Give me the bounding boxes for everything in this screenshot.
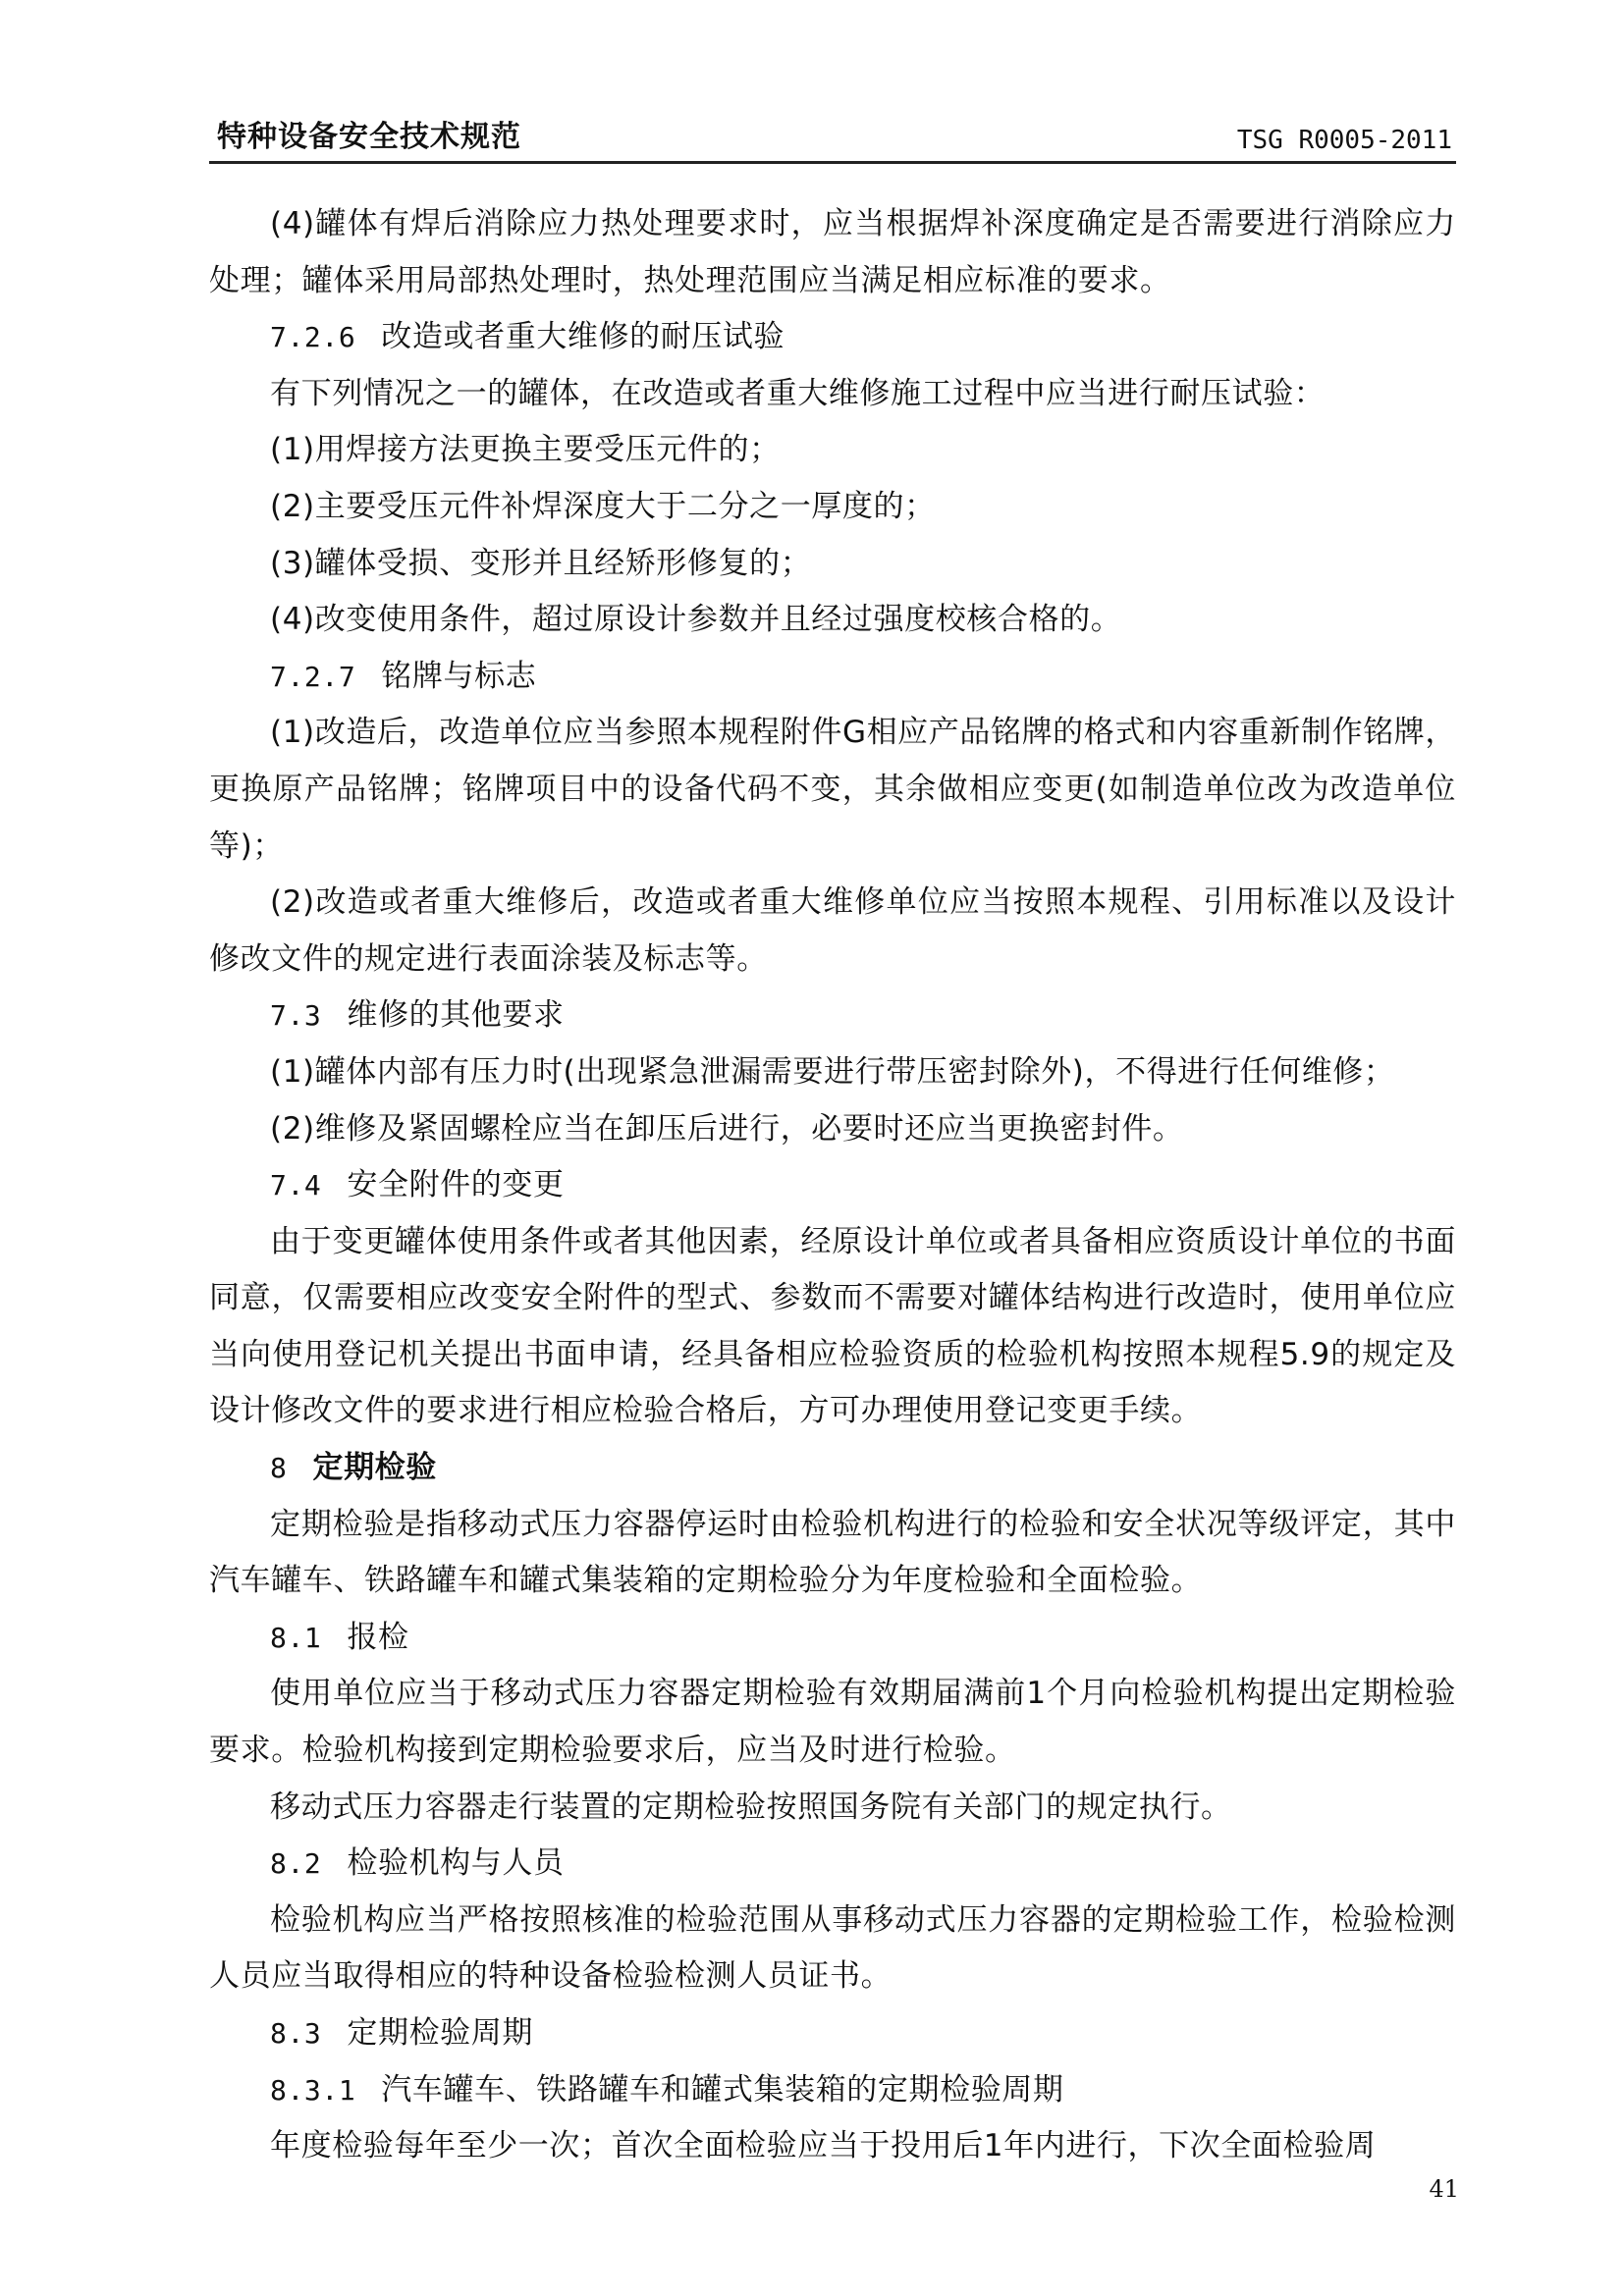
section-number: 7.4 (270, 1169, 322, 1202)
paragraph: 年度检验每年至少一次；首次全面检验应当于投用后1年内进行，下次全面检验周 (270, 2128, 1377, 2164)
section-heading-7-2-7 (209, 649, 1456, 706)
header-standard-category: 特种设备安全技术规范 (217, 120, 521, 154)
section-heading-7-3 (209, 988, 1456, 1044)
list-item: (1)用焊接方法更换主要受压元件的； (270, 432, 781, 468)
section-number: 8.3 (270, 2017, 322, 2050)
chapter-heading-8 (209, 1440, 1456, 1497)
section-heading-8-2 (209, 1836, 1456, 1893)
header-standard-code: TSG R0005-2011 (1236, 126, 1452, 155)
section-number: 7.2.7 (270, 660, 356, 693)
section-title: 铭牌与标志 (381, 658, 537, 694)
section-heading-7-2-6 (209, 309, 1456, 366)
section-title: 安全附件的变更 (347, 1167, 565, 1203)
section-number: 7.2.6 (270, 321, 356, 354)
section-title: 检验机构与人员 (347, 1845, 565, 1882)
list-item: (3)罐体受损、变形并且经矫形修复的； (270, 545, 812, 581)
section-title: 维修的其他要求 (347, 997, 565, 1034)
page-number: 41 (1429, 2175, 1459, 2203)
paragraph: 检验机构应当严格按照核准的检验范围从事移动式压力容器的定期检验工作，检验检测人员应当取得相应的特种设备检验检测人员证书。 (209, 1901, 1456, 1995)
paragraph: 有下列情况之一的罐体，在改造或者重大维修施工过程中应当进行耐压试验： (270, 375, 1326, 411)
section-title: 改造或者重大维修的耐压试验 (381, 319, 785, 355)
section-number: 8.2 (270, 1847, 322, 1881)
paragraph: 由于变更罐体使用条件或者其他因素，经原设计单位或者具备相应资质设计单位的书面同意，仅需要相应改变安全附件的型式、参数而不需要对罐体结构进行改造时，使用单位应当向使用登记机关提出书面申请，经具备相应检验资质的检验机构按照本规程5.9的规定及设计修改文件的要求进行相应检验合格后，方可办理使用登记变更手续。 (209, 1223, 1456, 1429)
page-header (209, 116, 1456, 164)
paragraph: 移动式压力容器走行装置的定期检验按照国务院有关部门的规定执行。 (270, 1789, 1232, 1825)
list-item: (1)改造后，改造单位应当参照本规程附件G相应产品铭牌的格式和内容重新制作铭牌，更换原产品铭牌；铭牌项目中的设备代码不变，其余做相应变更(如制造单位改为改造单位等)； (209, 715, 1456, 864)
section-heading-8-3-1 (209, 2062, 1456, 2119)
section-heading-8-1 (209, 1610, 1456, 1667)
paragraph: (4)罐体有焊后消除应力热处理要求时，应当根据焊补深度确定是否需要进行消除应力处理；罐体采用局部热处理时，热处理范围应当满足相应标准的要求。 (209, 206, 1456, 298)
paragraph: 定期检验是指移动式压力容器停运时由检验机构进行的检验和安全状况等级评定，其中汽车罐车、铁路罐车和罐式集装箱的定期检验分为年度检验和全面检验。 (209, 1506, 1456, 1599)
section-number: 7.3 (270, 999, 322, 1033)
list-item: (1)罐体内部有压力时(出现紧急泄漏需要进行带压密封除外)，不得进行任何维修； (270, 1053, 1395, 1090)
section-heading-8-3 (209, 2005, 1456, 2062)
document-body (209, 196, 1456, 2175)
section-title: 定期检验周期 (347, 2015, 533, 2051)
paragraph: 使用单位应当于移动式压力容器定期检验有效期届满前1个月向检验机构提出定期检验要求。检验机构接到定期检验要求后，应当及时进行检验。 (209, 1676, 1456, 1769)
list-item: (2)维修及紧固螺栓应当在卸压后进行，必要时还应当更换密封件。 (270, 1110, 1184, 1147)
section-title: 定期检验 (312, 1450, 437, 1486)
section-title: 汽车罐车、铁路罐车和罐式集装箱的定期检验周期 (381, 2071, 1064, 2108)
list-item: (4)改变使用条件，超过原设计参数并且经过强度校核合格的。 (270, 602, 1122, 638)
list-item: (2)主要受压元件补焊深度大于二分之一厚度的； (270, 488, 936, 524)
list-item: (2)改造或者重大维修后，改造或者重大维修单位应当按照本规程、引用标准以及设计修改文件的规定进行表面涂装及标志等。 (209, 884, 1456, 977)
section-title: 报检 (347, 1619, 409, 1655)
section-number: 8.1 (270, 1621, 322, 1654)
section-number: 8 (270, 1452, 288, 1485)
section-heading-7-4 (209, 1157, 1456, 1214)
section-number: 8.3.1 (270, 2073, 356, 2107)
